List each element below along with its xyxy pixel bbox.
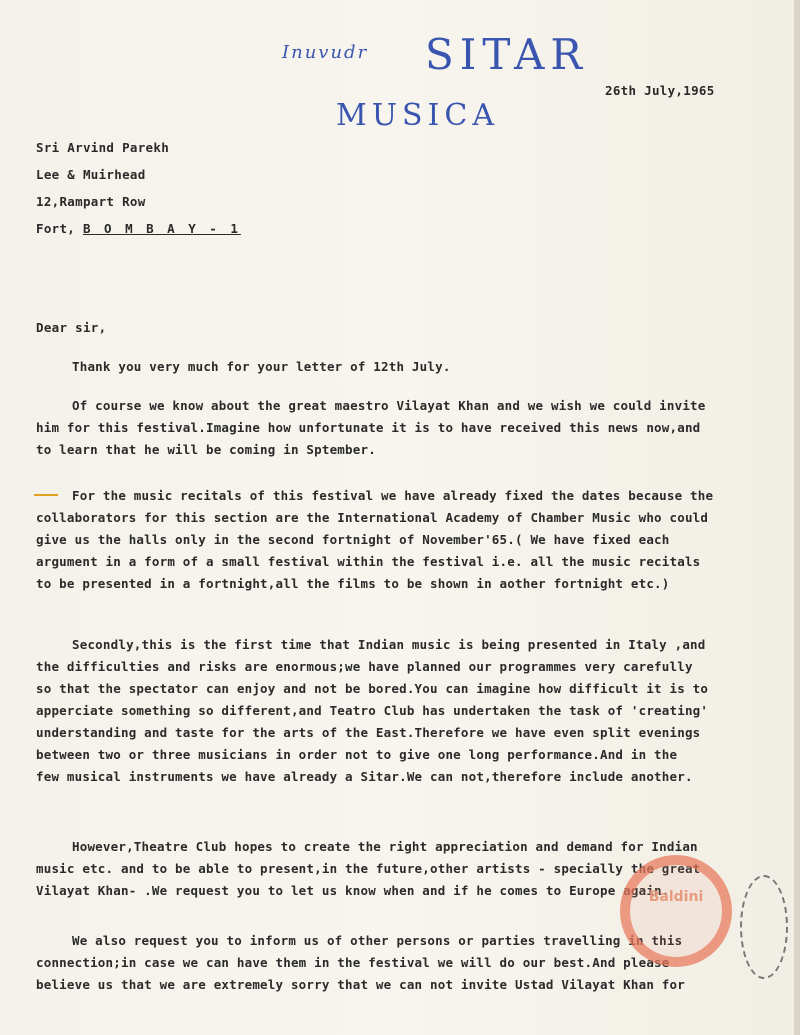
paragraph-line: to be presented in a fortnight,all the films to be shown in aother fortnight etc.) (36, 576, 670, 591)
paragraph-line: believe us that we are extremely sorry that we can not invite Ustad Vilayat Khan for (36, 977, 685, 992)
address-line-street: 12,Rampart Row (36, 194, 146, 209)
paragraph-line: so that the spectator can enjoy and not be bored.You can imagine how difficult it is to (36, 681, 709, 696)
address-line-company: Lee & Muirhead (36, 167, 146, 182)
paragraph-line: Of course we know about the great maestro Vilayat Khan and we wish we could invite (72, 398, 706, 413)
address-line-name: Sri Arvind Parekh (36, 140, 170, 155)
paragraph-line: We also request you to inform us of other persons or parties travelling in this (72, 933, 683, 948)
paragraph-line: the difficulties and risks are enormous;we have planned our programmes very carefully (36, 659, 693, 674)
address-line-city (36, 221, 241, 236)
greeting: Dear sir, (36, 320, 107, 335)
paragraph-line: between two or three musicians in order not to give one long performance.And in the (36, 747, 678, 762)
paragraph-line: understanding and taste for the arts of the East.Therefore we have even split evenings (36, 725, 701, 740)
paragraph-line: Thank you very much for your letter of 12th July. (72, 359, 451, 374)
handwritten-musica: MUSICA (336, 98, 500, 133)
paragraph-2 (36, 395, 796, 461)
paragraph-3 (36, 485, 796, 595)
paragraph-4 (36, 634, 796, 788)
letter-date: 26th July,1965 (605, 83, 715, 98)
paragraph-line: connection;in case we can have them in the festival we will do our best.And please (36, 955, 670, 970)
address-city-prefix: Fort, (36, 221, 83, 236)
handwritten-note: Inuvudr (282, 42, 369, 63)
paragraph-line: Secondly,this is the first time that Indian music is being presented in Italy ,and (72, 637, 706, 652)
paragraph-line: For the music recitals of this festival we have already fixed the dates because the (72, 488, 714, 503)
archive-stamp-logo (620, 855, 732, 967)
paragraph-line: collaborators for this section are the International Academy of Chamber Music who could (36, 510, 709, 525)
paragraph-line: argument in a form of a small festival within the festival i.e. all the music recitals (36, 554, 701, 569)
paragraph-line: music etc. and to be able to present,in the future,other artists - specially the great (36, 861, 701, 876)
paragraph-line: him for this festival.Imagine how unfortunate it is to have received this news now,and (36, 420, 701, 435)
stamp-text: Baldini (648, 889, 704, 905)
paragraph-line: Vilayat Khan- .We request you to let us know when and if he comes to Europe again. (36, 883, 670, 898)
address-city: B O M B A Y - 1 (82, 221, 241, 236)
paragraph-1 (36, 356, 796, 378)
handwritten-sitar: SITAR (425, 30, 589, 79)
paragraph-line: However,Theatre Club hopes to create the right appreciation and demand for Indian (72, 839, 698, 854)
paragraph-line: apperciate something so different,and Teatro Club has undertaken the task of 'creating' (36, 703, 709, 718)
library-seal-icon (740, 875, 788, 979)
paragraph-line: few musical instruments we have already a Sitar.We can not,therefore include another. (36, 769, 693, 784)
paragraph-line: to learn that he will be coming in Sptember. (36, 442, 376, 457)
paragraph-line: give us the halls only in the second fortnight of November'65.( We have fixed each (36, 532, 670, 547)
